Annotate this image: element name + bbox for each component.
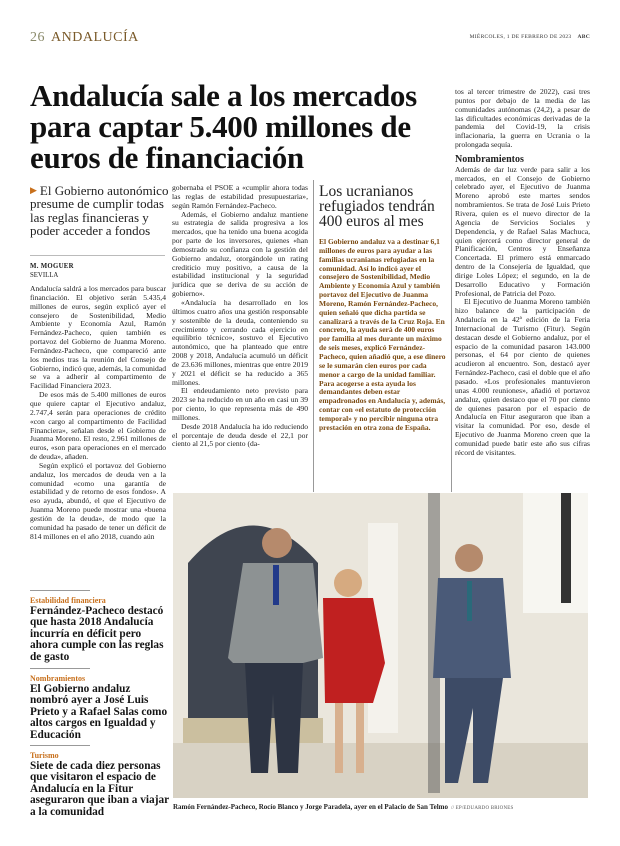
section-header [30, 30, 139, 46]
photo-caption [173, 803, 593, 811]
paragraph: gobernaba el PSOE a «cumplir ahora todas las reglas de estabilidad presupuestaria», según Ramón Fernández-Pacheco. [172, 183, 308, 210]
divider [30, 668, 90, 669]
paragraph: Además, el Gobierno andaluz mantiene su estrategia de salida progresiva a los mercados, que ha tenido una buena acogida por parte de los inversores, quienes «han demostrado su confianza con la gestión del Gobierno andaluz, otorgándole un rating crediticio muy positivo, a causa de la estabilidad institucional y la seguridad jurídica que se deriva de su acción de gobierno». [172, 209, 308, 299]
date: MIÉRCOLES, 1 DE FEBRERO DE 2023 [469, 34, 572, 40]
summary-item [30, 668, 170, 741]
summary-kicker: Nombramientos [30, 674, 86, 683]
article-column-2 [172, 184, 308, 449]
summary-kicker: Estabilidad financiera [30, 596, 106, 605]
sidebar-title: Los ucranianos refugiados tendrán 400 euros al mes [319, 183, 435, 230]
page-number: 26 [30, 30, 45, 45]
summary-item [30, 590, 170, 663]
dateline [440, 34, 590, 40]
sidebar-text: El Gobierno andaluz va a destinar 6,1 millones de euros para ayudar a las familias ucranianas refugiadas en la comunidad. Así lo indicó ayer el consejero de Sostenibilidad, Medio Ambiente y Economía Azul y también portavoz del Ejecutivo de Juanma Moreno, Ramón Fernández-Pacheco, quien señaló que dicha partida se canalizará a través de la Cruz Roja. En concreto, la ayuda será de 400 euros por familia al mes durante un máximo de seis meses, explicó Fernández-Pacheco, quien añadió que, a ese dinero se le sumarán cien euros por cada menor a cargo de la unidad familiar. Para acogerse a esta ayuda los demandantes deben estar empadronados en Andalucía y, además, contar con «el estatuto de protección temporal» y no percibir ninguna otra prestación en otra zona de España. [319, 237, 446, 432]
paragraph: Además de dar luz verde para salir a los mercados, en el Consejo de Gobierno celebrado ayer, el Ejecutivo de Juanma Moreno aprobó este martes sendos nombramientos. Se trata de José Luis Prieto Rivera, quien es el nuevo director de la Agencia de Servicios Sociales y Dependencia, y de Rafael Salas Machuca, quien ejercerá como director general de Planificación, Centros y Enseñanza Concertada. El primero está enmarcado dentro de la Consejería de Igualdad, que dirige Loles López; el segundo, en la de Desarrollo Educativo y Formación Profesional, de Patricia del Pozo. [455, 164, 590, 298]
subhead-text: El Gobierno autonómico presume de cumplir todas las reglas financieras y poder acceder a fondos [30, 183, 169, 239]
triangle-bullet-icon: ▶ [30, 185, 37, 195]
summary-title: El Gobierno andaluz nombró ayer a José Luis Prieto y a Rafael Salas como altos cargos en Igualdad y Educación [30, 683, 168, 741]
author: M. MOGUER [30, 263, 74, 270]
sidebar-box [313, 180, 452, 492]
paragraph: Según explicó el portavoz del Gobierno andaluz, los mercados de deuda ven a la comunidad «como una garantía de estabilidad y de retorno de esos fondos». A eso ayuda, abundó, el que el Ejecutivo de Juanma Moreno puede mostrar una «buena gestión de la deuda», de modo que la comunidad ha pasado de tener un déficit de 814 millones en el año 2018, cuando aún [30, 460, 166, 541]
location: SEVILLA [30, 272, 59, 279]
paragraph: Desde 2018 Andalucía ha ido reduciendo el porcentaje de deuda desde el 22,1 por ciento al 21,5 por ciento (da- [172, 421, 308, 449]
photo-credit: // EP/EDUARDO BRIONES [450, 806, 514, 811]
divider [30, 255, 165, 256]
divider [30, 745, 90, 746]
divider [30, 590, 90, 591]
headline: Andalucía sale a los mercados para captar 5.400 millones de euros de financiación [30, 78, 417, 175]
summary-title: Fernández-Pacheco destacó que hasta 2018 Andalucía incurría en déficit pero ahora cumple con las reglas de gasto [30, 605, 164, 663]
paragraph: tos al tercer trimestre de 2022), casi tres puntos por debajo de la media de las comunidades autónomas (24,2), a pesar de las dificultades económicas derivadas de la pandemia del Covid-19, la crisis inflacionaria, la guerra en Ucrania o la prolongada sequía. [455, 87, 590, 150]
paragraph: De esos más de 5.400 millones de euros que quiere captar el Ejecutivo andaluz, 2.747,4 serán para operaciones de crédito «con cargo al compartimento de Facilidad Financiera», señalan desde el Gobierno de Juanma Moreno. El resto, 2.961 millones de euros, «son para operaciones en el mercado de deuda», añaden. [30, 390, 166, 462]
subhead [30, 184, 170, 238]
article-column-4 [455, 88, 590, 458]
summary-kicker: Turismo [30, 751, 59, 760]
summary-title: Siete de cada diez personas que visitaron el espacio de Andalucía en la Fitur aseguraron que iban a viajar a la comunidad [30, 760, 169, 818]
summary-item [30, 745, 170, 818]
paragraph: El Ejecutivo de Juanma Moreno también hizo balance de la participación de Andalucía en la 42ª edición de la Feria Internacional de Turismo (Fitur). Según destacan desde el Gobierno andaluz, por el espacio de la comunidad pasaron 143.000 personas, el 64 por ciento de quienes acudieron al encuentro. Son, destacó ayer Fernández-Pacheco, casi el doble que el año pasado. «Los profesionales mantuvieron unas 4.000 reuniones», añadió el portavoz andaluz, quien destaco que el 70 por ciento de quienes pasaron por el espacio de Andalucía en Fitur aseguraron que iban a visitar la comunidad. Por eso, desde el Ejecutivo de Juanma Moreno creen que la comunidad puede batir este año sus cifras récord de visitantes. [455, 297, 590, 457]
photo-illustration [173, 493, 588, 798]
news-photo [173, 493, 588, 798]
section-name: ANDALUCÍA [51, 30, 139, 45]
paragraph: El endeudamiento neto previsto para 2023 se ha reducido en un año en casi un 39 por ciento, lo que representa más de 490 millones. [172, 386, 308, 422]
caption-text: Ramón Fernández-Pacheco, Rocío Blanco y Jorge Paradela, ayer en el Palacio de San Telmo [173, 803, 448, 811]
paragraph: «Andalucía ha desarrollado en los últimos cuatro años una gestión responsable y sostenible de la deuda, conteniendo su crecimiento y cerrando cada ejercicio en equilibrio técnico», sostuvo el Ejecutivo autonómico, que ha planteado que entre 2008 y 2018, Andalucía acumuló un déficit de 23.636 millones, mientras que entre 2019 y 2021 el déficit se ha reducido a 365 millones. [172, 297, 308, 387]
byline [30, 262, 74, 280]
brand: ABC [577, 34, 590, 40]
subheading: Nombramientos [455, 153, 524, 165]
paragraph: Andalucía saldrá a los mercados para buscar financiación. El objetivo serán 5.435,4 millones de euros, según explicó ayer el consejero de Sostenibilidad, Medio Ambiente y Economía Azul, Ramón Fernández-Pacheco, quien también es portavoz del Gobierno de Juanma Moreno. Fernández-Pacheco, que compareció ante los medios tras la reunión del Consejo de Gobierno, indicó que, además, la comunidad se va a adherir al compartimento de Facilidad Financiera 2023. [30, 284, 166, 391]
article-column-1 [30, 285, 166, 541]
